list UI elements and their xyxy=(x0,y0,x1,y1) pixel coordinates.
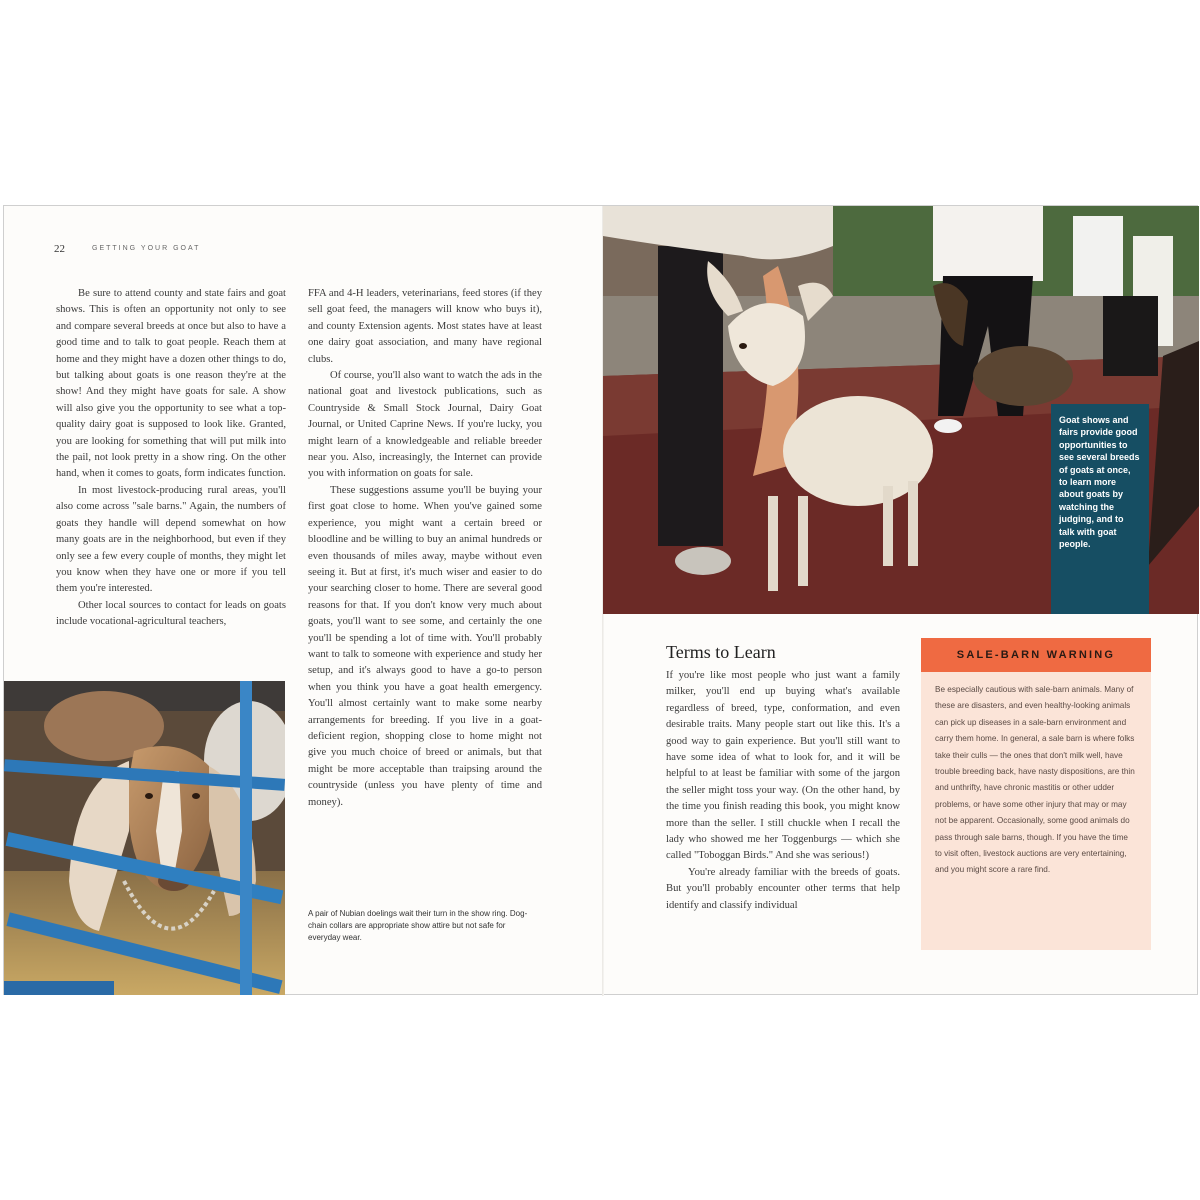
nubian-goats-photo xyxy=(4,681,285,995)
sidebar-title: SALE-BARN WARNING xyxy=(921,638,1151,672)
text-column-1 xyxy=(56,286,286,631)
sale-barn-warning-sidebar xyxy=(921,638,1151,950)
book-spread xyxy=(3,205,1198,995)
text-column-2 xyxy=(308,286,542,811)
paragraph: These suggestions assume you'll be buying your first goat close to home. When you've gained some experience, you might want a certain breed or bloodline and be willing to buy an animal hundreds or even thousands of miles away, maybe without even seeing it. But at first, it's much wiser and easier to do your searching closer to home. There are several good reasons for that. If you don't know very much about goats, you'll want to see some, and certainly the one you'll be spending a lot of time with. You'll probably want to talk to someone with experience and study her setup, and it's always good to have a go-to person when you think you have a goat health emergency. You'll almost certainly want to make some nearby arrangements for breeding. If you live in a goat-deficient region, shopping close to home might not give you much choice of breed or animals, but that might be more acceptable than traipsing around the countryside (unless you have plenty of time and money). xyxy=(308,484,542,808)
paragraph: Be sure to attend county and state fairs and goat shows. This is often an opportunity not only to see and compare several breeds at once but also to have a good time and to talk to goat people. Reach them at home and they might have a dozen other things to do, but talking about goats is one reason they're at the show! And they might have goats for sale. A show will also give you the opportunity to see what a top-quality dairy goat is supposed to look like. Granted, you are looking for something that will put milk into the pail, not look pretty in a show ring. On the other hand, when it comes to goats, form indicates function. xyxy=(56,288,286,480)
paragraph: Other local sources to contact for leads on goats include vocational-agricultural teachers, xyxy=(56,599,286,628)
page-number: 22 xyxy=(54,243,65,255)
paragraph: FFA and 4-H leaders, veterinarians, feed stores (if they sell goat feed, the managers will know who buys it), and county Extension agents. Most states have at least one dairy goat association, and many have regional clubs. xyxy=(308,288,542,365)
photo-caption-nubian: A pair of Nubian doelings wait their turn in the show ring. Dog-chain collars are appropriate show attire but not safe for everyday wear. xyxy=(308,909,528,942)
photo-caption-show: Goat shows and fairs provide good opportunities to see several breeds of goats at once, to learn more about goats by watching the judging, and to talk with goat people. xyxy=(1051,404,1149,614)
sidebar-body: Be especially cautious with sale-barn animals. Many of these are disasters, and even healthy-looking animals can pick up diseases in a sale-barn environment and carry them home. In general, a sale barn is where folks take their culls — the ones that don't milk well, have trouble breeding back, have nasty dispositions, are thin and unthrifty, have chronic mastitis or other udder problems, or have some other injury that may or may not be apparent. Occasionally, some good animals do pass through sale barns, though. If you have the time to visit often, livestock auctions are very entertaining, and you might score a rare find. xyxy=(935,685,1135,875)
nubian-goats-illustration xyxy=(4,681,285,995)
paragraph: If you're like most people who just want a family milker, you'll end up buying what's available regardless of breed, type, conformation, and even desirable traits. Many people start out like this. It's a good way to gain experience. But you'll still want to have some idea of what to look for, and it will be helpful to at least be familiar with some of the jargon the seller might toss your way. (On the other hand, by the time you finish reading this book, you might know more than the seller. I still chuckle when I recall the lady who showed me her Toggenburgs — which she called "Toboggan Birds." And she was serious!) xyxy=(666,670,900,862)
section-heading: Terms to Learn xyxy=(666,642,776,662)
paragraph: In most livestock-producing rural areas, you'll also come across "sale barns." Again, the numbers of goats they handle will depend somewhat on how many goats are in the neighborhood, but even if they only see a few every couple of months, they might let you know when they have one or more if you tell them you're interested. xyxy=(56,484,286,595)
running-head: GETTING YOUR GOAT xyxy=(92,245,201,252)
text-column-3 xyxy=(666,668,900,914)
paragraph: You're already familiar with the breeds of goats. But you'll probably encounter other terms that help identify and classify individual xyxy=(666,866,900,911)
paragraph: Of course, you'll also want to watch the ads in the national goat and livestock publications, such as Countryside & Small Stock Journal, Dairy Goat Journal, or United Caprine News. If you're lucky, you might learn of a knowledgeable and reliable breeder near you. Also, increasingly, the Internet can provide you with information on goats for sale. xyxy=(308,370,542,480)
